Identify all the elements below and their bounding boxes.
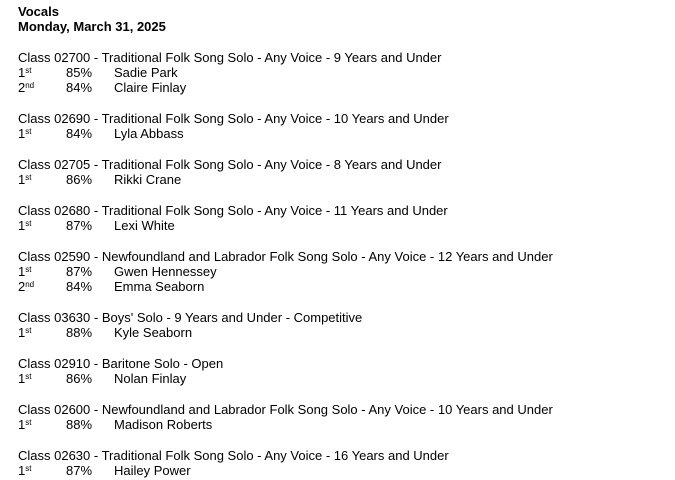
result-row xyxy=(18,463,668,478)
mark-percentage: 88% xyxy=(66,417,93,432)
place-suffix: st xyxy=(25,265,32,274)
result-row xyxy=(18,65,668,80)
place-suffix: st xyxy=(25,127,32,136)
class-title: Class 02910 - Baritone Solo - Open xyxy=(18,356,224,371)
performer-name: Lyla Abbass xyxy=(114,126,184,141)
place-suffix: st xyxy=(25,173,32,182)
place-label xyxy=(18,126,31,141)
place-number: 1 xyxy=(18,264,26,279)
class-section xyxy=(18,249,668,294)
place-suffix: st xyxy=(25,464,32,473)
mark-percentage: 87% xyxy=(66,463,93,478)
place-label xyxy=(18,264,31,279)
place-label xyxy=(18,463,31,478)
performer-name: Hailey Power xyxy=(114,463,191,478)
class-section xyxy=(18,448,668,478)
result-row xyxy=(18,218,668,233)
result-row xyxy=(18,325,668,340)
class-title: Class 02705 - Traditional Folk Song Solo - Any Voice - 8 Years and Under xyxy=(18,157,442,172)
class-section xyxy=(18,356,668,386)
mark-percentage: 86% xyxy=(66,371,93,386)
performer-name: Lexi White xyxy=(114,218,175,233)
performer-name: Gwen Hennessey xyxy=(114,264,217,279)
mark-percentage: 86% xyxy=(66,172,93,187)
result-row xyxy=(18,417,668,432)
result-row xyxy=(18,172,668,187)
performer-name: Claire Finlay xyxy=(114,80,187,95)
place-number: 1 xyxy=(18,65,26,80)
result-row xyxy=(18,371,668,386)
class-title: Class 02590 - Newfoundland and Labrador Folk Song Solo - Any Voice - 12 Years and Under xyxy=(18,249,553,264)
place-suffix: st xyxy=(25,66,32,75)
place-label xyxy=(18,172,31,187)
class-title: Class 02600 - Newfoundland and Labrador Folk Song Solo - Any Voice - 10 Years and Under xyxy=(18,402,553,417)
mark-percentage: 84% xyxy=(66,126,93,141)
class-section xyxy=(18,203,668,233)
place-label xyxy=(18,65,31,80)
performer-name: Madison Roberts xyxy=(114,417,213,432)
place-number: 1 xyxy=(18,463,26,478)
place-suffix: nd xyxy=(25,81,35,90)
performer-name: Kyle Seaborn xyxy=(114,325,193,340)
place-number: 1 xyxy=(18,371,26,386)
result-row xyxy=(18,279,668,294)
results-list xyxy=(18,50,668,478)
results-document xyxy=(18,4,668,478)
performer-name: Nolan Finlay xyxy=(114,371,187,386)
class-title: Class 03630 - Boys' Solo - 9 Years and Under - Competitive xyxy=(18,310,363,325)
class-title: Class 02690 - Traditional Folk Song Solo - Any Voice - 10 Years and Under xyxy=(18,111,449,126)
result-row xyxy=(18,80,668,95)
place-suffix: nd xyxy=(25,280,35,289)
category-heading: Vocals xyxy=(18,4,59,19)
mark-percentage: 88% xyxy=(66,325,93,340)
class-section xyxy=(18,111,668,141)
place-number: 1 xyxy=(18,417,26,432)
class-title: Class 02700 - Traditional Folk Song Solo - Any Voice - 9 Years and Under xyxy=(18,50,442,65)
class-section xyxy=(18,157,668,187)
mark-percentage: 85% xyxy=(66,65,93,80)
class-section xyxy=(18,50,668,95)
performer-name: Emma Seaborn xyxy=(114,279,205,294)
mark-percentage: 84% xyxy=(66,80,93,95)
performer-name: Sadie Park xyxy=(114,65,178,80)
place-label xyxy=(18,325,31,340)
mark-percentage: 87% xyxy=(66,218,93,233)
place-number: 2 xyxy=(18,279,26,294)
place-label xyxy=(18,417,31,432)
class-title: Class 02680 - Traditional Folk Song Solo - Any Voice - 11 Years and Under xyxy=(18,203,448,218)
place-suffix: st xyxy=(25,326,32,335)
class-section xyxy=(18,402,668,432)
result-row xyxy=(18,126,668,141)
result-row xyxy=(18,264,668,279)
place-number: 1 xyxy=(18,325,26,340)
class-title: Class 02630 - Traditional Folk Song Solo - Any Voice - 16 Years and Under xyxy=(18,448,449,463)
place-number: 2 xyxy=(18,80,26,95)
place-suffix: st xyxy=(25,219,32,228)
performer-name: Rikki Crane xyxy=(114,172,182,187)
place-label xyxy=(18,80,34,95)
place-suffix: st xyxy=(25,418,32,427)
place-number: 1 xyxy=(18,172,26,187)
place-suffix: st xyxy=(25,372,32,381)
place-label xyxy=(18,218,31,233)
mark-percentage: 87% xyxy=(66,264,93,279)
place-number: 1 xyxy=(18,126,26,141)
place-label xyxy=(18,371,31,386)
mark-percentage: 84% xyxy=(66,279,93,294)
class-section xyxy=(18,310,668,340)
date-heading: Monday, March 31, 2025 xyxy=(18,19,166,34)
place-number: 1 xyxy=(18,218,26,233)
place-label xyxy=(18,279,34,294)
